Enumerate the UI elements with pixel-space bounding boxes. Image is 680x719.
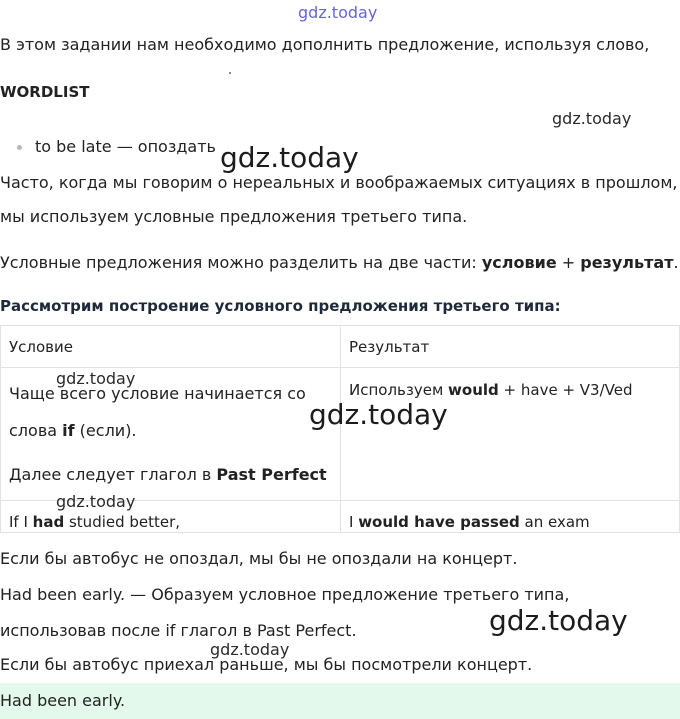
dot-mark [229,72,231,74]
cond-line2: слова if (если). [9,421,137,440]
result-rule-cell: Используем would + have + V3/Ved [341,368,680,501]
watermark-top: gdz.today [298,3,378,22]
watermark-6: gdz.today [489,604,628,637]
para2-text: Условные предложения можно разделить на две части: [0,253,482,272]
table-header-row [1,326,680,368]
watermark-4: gdz.today [309,398,448,431]
header-condition: Условие [1,326,341,368]
watermark-2: gdz.today [220,141,359,174]
intro-text: В этом задании нам необходимо дополнить предложение, используя слово, [0,35,650,54]
watermark-5: gdz.today [56,492,136,511]
para1-line1: Часто, когда мы говорим о нереальных и воображаемых ситуациях в прошлом, [0,173,678,192]
para2 [0,253,679,273]
wordlist-heading: WORDLIST [0,83,90,101]
line-explanation-2: использовав после if глагол в Past Perfect. [0,621,357,640]
watermark-1: gdz.today [552,109,632,128]
wordlist-item: to be late — опоздать [35,137,216,156]
line-translation-1: Если бы автобус не опоздал, мы бы не опоздали на концерт. [0,549,518,568]
table-heading: Рассмотрим построение условного предложения третьего типа: [0,297,561,315]
cond-line3: Далее следует глагол в Past Perfect [9,465,327,484]
header-result: Результат [341,326,680,368]
answer-text: Had been early. [0,691,126,710]
para2-bold-condition: условие [481,253,557,272]
cond-line1: Чаще всего условие начинается со [9,384,306,403]
bullet-icon [17,145,22,150]
watermark-3: gdz.today [56,369,136,388]
watermark-7: gdz.today [210,640,290,659]
example-condition-cell: If I had studied better, [1,501,341,533]
example-result-cell: I would have passed an exam [341,501,680,533]
para2-end: . [673,253,679,272]
line-explanation-1: Had been early. — Образуем условное предложение третьего типа, [0,585,570,604]
cond-rule-cell [1,368,341,501]
line-translation-2: Если бы автобус приехал раньше, мы бы посмотрели концерт. [0,655,533,674]
para2-bold-result: результат [580,253,674,272]
para1-line2: мы используем условные предложения третьего типа. [0,207,468,226]
para2-plus: + [556,253,581,272]
